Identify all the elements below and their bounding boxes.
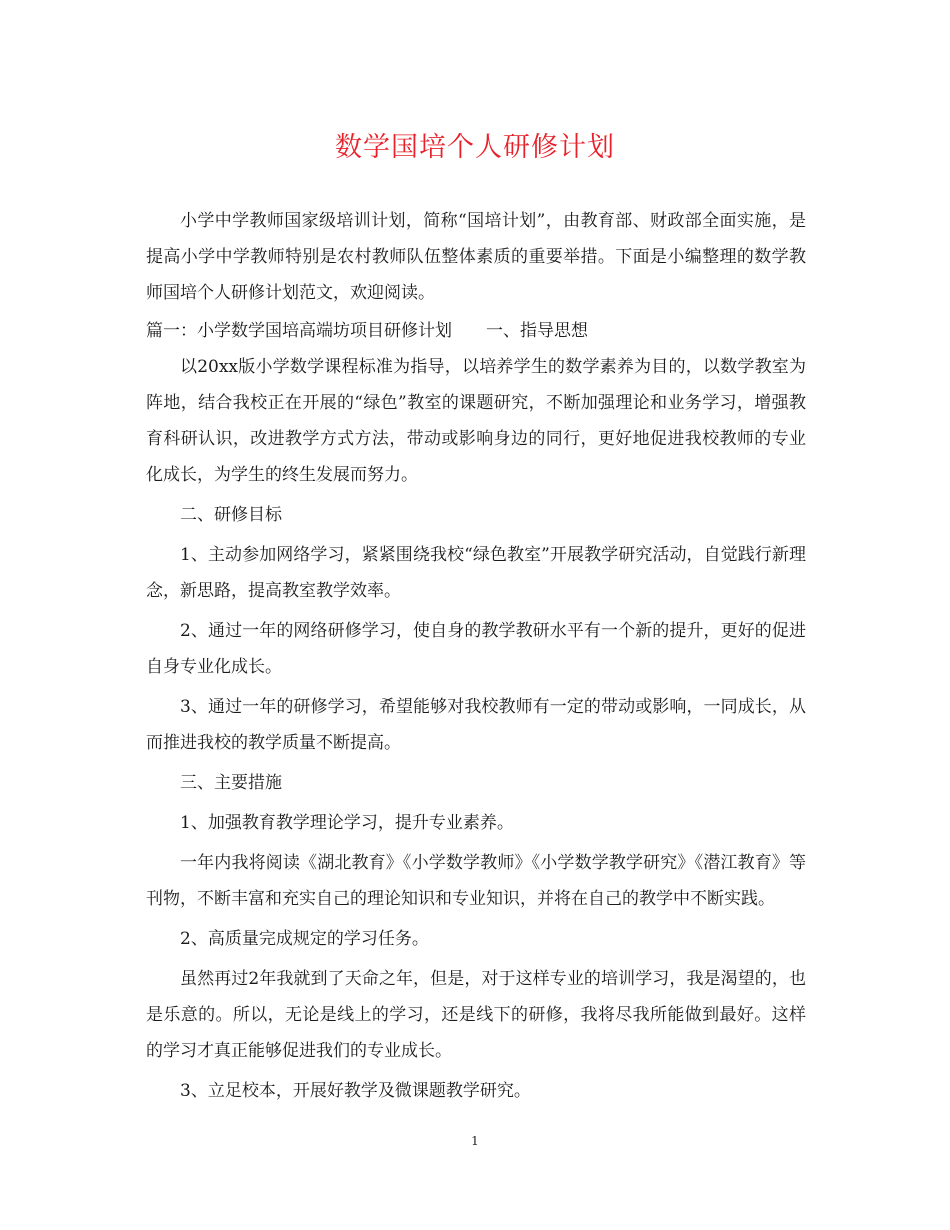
page-number: 1 (471, 1134, 479, 1148)
paragraph-section-heading: 篇一：小学数学国培高端坊项目研修计划 一、指导思想 (146, 321, 588, 341)
paragraph-heading-goals: 二、研修目标 (180, 505, 282, 525)
paragraph-guiding-thought: 以20xx版小学数学课程标准为指导，以培养学生的数学素养为目的，以数学教室为阵地，结合我校正在开展的“绿色”教室的课题研究，不断加强理论和业务学习，增强教育科研认识，改进教学方式方法，带动或影响身边的同行，更好地促进我校教师的专业化成长，为学生的终生发展而努力。 (146, 357, 806, 485)
paragraph-measure-1-detail: 一年内我将阅读《湖北教育》《小学数学教师》《小学数学教学研究》《潜江教育》等刊物，不断丰富和充实自己的理论知识和专业知识，并将在自己的教学中不断实践。 (146, 853, 806, 909)
paragraph-measure-2-detail: 虽然再过2年我就到了天命之年，但是，对于这样专业的培训学习，我是渴望的，也是乐意的。所以，无论是线上的学习，还是线下的研修，我将尽我所能做到最好。这样的学习才真正能够促进我们的专业成长。 (146, 969, 806, 1061)
paragraph-goal-1: 1、主动参加网络学习，紧紧围绕我校“绿色教室”开展教学研究活动，自觉践行新理念，新思路，提高教室教学效率。 (146, 545, 806, 601)
paragraph-measure-3: 3、立足校本，开展好教学及微课题教学研究。 (180, 1081, 531, 1101)
paragraph-measure-2: 2、高质量完成规定的学习任务。 (180, 929, 429, 949)
document-title: 数学国培个人研修计划 (335, 132, 615, 163)
paragraph-measure-1: 1、加强教育教学理论学习，提升专业素养。 (180, 813, 514, 833)
paragraph-goal-2: 2、通过一年的网络研修学习，使自身的教学教研水平有一个新的提升，更好的促进自身专业化成长。 (146, 621, 806, 677)
document-body (146, 203, 806, 1109)
paragraph-heading-measures: 三、主要措施 (180, 773, 282, 793)
paragraph-intro: 小学中学教师国家级培训计划，简称“国培计划”，由教育部、财政部全面实施，是提高小学中学教师特别是农村教师队伍整体素质的重要举措。下面是小编整理的数学教师国培个人研修计划范文，欢迎阅读。 (146, 211, 806, 303)
paragraph-goal-3: 3、通过一年的研修学习，希望能够对我校教师有一定的带动或影响，一同成长，从而推进我校的教学质量不断提高。 (146, 697, 806, 753)
